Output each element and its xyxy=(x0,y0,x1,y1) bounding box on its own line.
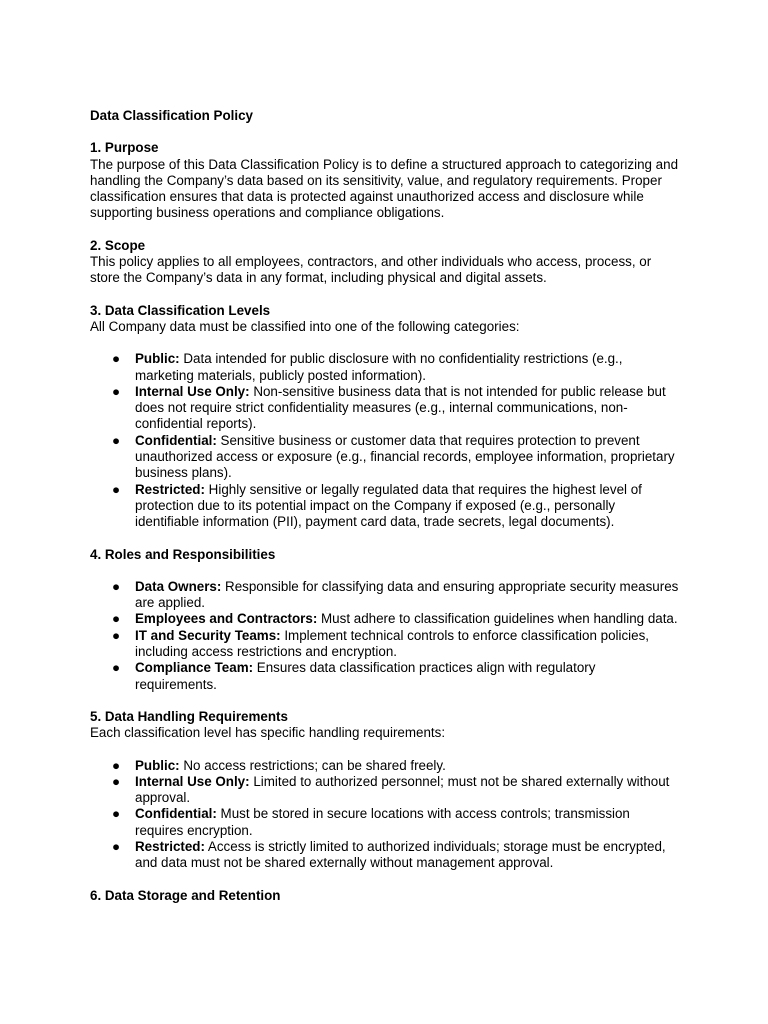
bullet-icon: ● xyxy=(112,351,121,367)
section-storage xyxy=(90,888,680,904)
list-item-term: Employees and Contractors: xyxy=(135,611,318,627)
bullet-list xyxy=(90,351,680,530)
section-heading: 2. Scope xyxy=(90,237,146,253)
list-item-term: Internal Use Only: xyxy=(135,773,250,789)
list-item-term: Restricted: xyxy=(135,481,205,497)
list-item xyxy=(90,482,680,531)
list-item xyxy=(90,806,680,839)
section-body: The purpose of this Data Classification Policy is to define a structured approach to categorizing and handling the Company’s data based on its sensitivity, value, and regulatory requirements. Proper classification ensures that data is protected against unauthorized access and disclosure while supporting business operations and compliance obligations. xyxy=(90,156,679,221)
bullet-icon: ● xyxy=(112,660,121,676)
list-item-text: No access restrictions; can be shared freely. xyxy=(179,757,446,773)
list-item xyxy=(90,384,680,433)
bullet-icon: ● xyxy=(112,578,121,594)
section-body: This policy applies to all employees, contractors, and other individuals who access, process, or store the Company’s data in any format, including physical and digital assets. xyxy=(90,254,652,286)
list-item-term: Public: xyxy=(135,351,180,367)
list-item-text: Must adhere to classification guidelines when handling data. xyxy=(317,611,678,627)
list-item-text: Access is strictly limited to authorized individuals; storage must be encrypted, and data must not be shared externally without management approval. xyxy=(135,838,666,871)
bullet-icon: ● xyxy=(112,611,121,627)
section-handling xyxy=(90,709,680,872)
bullet-icon: ● xyxy=(112,806,121,822)
section-roles xyxy=(90,547,680,693)
list-item xyxy=(90,758,680,774)
list-item-text: Limited to authorized personnel; must not be shared externally without approval. xyxy=(135,773,670,806)
section-heading: 3. Data Classification Levels xyxy=(90,302,271,318)
bullet-icon: ● xyxy=(112,481,121,497)
list-item-term: Data Owners: xyxy=(135,578,222,594)
bullet-icon: ● xyxy=(112,838,121,854)
section-heading: 4. Roles and Responsibilities xyxy=(90,546,276,562)
list-item-text: Implement technical controls to enforce classification policies, including access restrictions and encryption. xyxy=(135,627,650,660)
bullet-icon: ● xyxy=(112,627,121,643)
bullet-list xyxy=(90,758,680,872)
list-item-text: Ensures data classification practices align with regulatory requirements. xyxy=(135,660,596,692)
bullet-icon: ● xyxy=(112,757,121,773)
list-item-text: Highly sensitive or legally regulated data that requires the highest level of protection due to its potential impact on the Company if exposed (e.g., personally identifiable information (PII), payment card data, trade secrets, legal documents). xyxy=(135,481,642,530)
list-item xyxy=(90,660,680,693)
bullet-icon: ● xyxy=(112,432,121,448)
list-item-term: Confidential: xyxy=(135,432,217,448)
document-body xyxy=(90,108,680,904)
list-item xyxy=(90,611,680,627)
section-heading: 5. Data Handling Requirements xyxy=(90,708,288,724)
bullet-icon: ● xyxy=(112,383,121,399)
list-item-term: Compliance Team: xyxy=(135,660,254,676)
list-item xyxy=(90,351,680,384)
list-item-text: Must be stored in secure locations with access controls; transmission requires encryption. xyxy=(135,806,630,838)
bullet-list xyxy=(90,579,680,693)
section-heading: 1. Purpose xyxy=(90,140,159,156)
list-item xyxy=(90,433,680,482)
list-item-text: Responsible for classifying data and ensuring appropriate security measures are applied. xyxy=(135,578,679,611)
section-purpose xyxy=(90,140,680,221)
list-item-term: Public: xyxy=(135,757,180,773)
list-item-term: Confidential: xyxy=(135,806,217,822)
list-item xyxy=(90,628,680,661)
list-item-term: Restricted: xyxy=(135,838,205,854)
section-intro: All Company data must be classified into one of the following categories: xyxy=(90,318,520,334)
section-scope xyxy=(90,238,680,287)
list-item-text: Non-sensitive business data that is not intended for public release but does not require strict confidentiality measures (e.g., internal communications, non-confidential reports). xyxy=(135,383,666,432)
document-title: Data Classification Policy xyxy=(90,108,253,123)
list-item xyxy=(90,839,680,872)
list-item-text: Sensitive business or customer data that requires protection to prevent unauthorized access or exposure (e.g., financial records, employee information, proprietary business plans). xyxy=(135,432,675,481)
bullet-icon: ● xyxy=(112,773,121,789)
section-heading: 6. Data Storage and Retention xyxy=(90,887,281,903)
list-item-term: IT and Security Teams: xyxy=(135,627,281,643)
section-classification-levels xyxy=(90,303,680,531)
section-intro: Each classification level has specific handling requirements: xyxy=(90,725,446,741)
list-item xyxy=(90,774,680,807)
list-item-text: Data intended for public disclosure with no confidentiality restrictions (e.g., marketing materials, publicly posted information). xyxy=(135,351,623,383)
list-item xyxy=(90,579,680,612)
list-item-term: Internal Use Only: xyxy=(135,383,250,399)
